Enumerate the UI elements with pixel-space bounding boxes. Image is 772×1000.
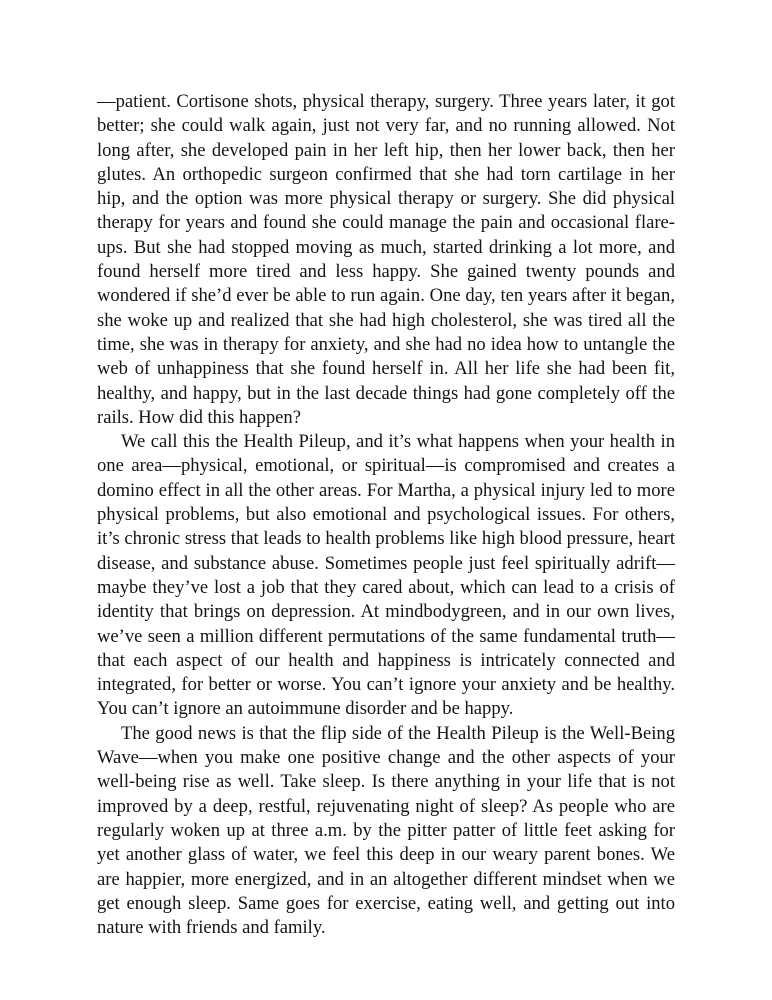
book-page-body (97, 90, 675, 940)
paragraph-well-being-wave: The good news is that the flip side of the Health Pileup is the Well-Being Wave—when you make one positive change and the other aspects of your well-being rise as well. Take sleep. Is there anything in your life that is not improved by a deep, restful, rejuvenating night of sleep? As people who are regularly woken up at three a.m. by the pitter patter of little feet asking for yet another glass of water, we feel this deep in our weary parent bones. We are happier, more energized, and in an altogether different mindset when we get enough sleep. Same goes for exercise, eating well, and getting out into nature with friends and family. (97, 722, 675, 939)
paragraph-health-pileup: We call this the Health Pileup, and it’s what happens when your health in one area—physical, emotional, or spiritual—is compromised and creates a domino effect in all the other areas. For Martha, a physical injury led to more physical problems, but also emotional and psychological issues. For others, it’s chronic stress that leads to health problems like high blood pressure, heart disease, and substance abuse. Sometimes people just feel spiritually adrift—maybe they’ve lost a job that they cared about, which can lead to a crisis of identity that brings on depression. At mindbodygreen, and in our own lives, we’ve seen a million different permutations of the same fundamental truth—that each aspect of our health and happiness is intricately connected and integrated, for better or worse. You can’t ignore your anxiety and be healthy. You can’t ignore an autoimmune disorder and be happy. (97, 431, 675, 720)
paragraph-continuation: —patient. Cortisone shots, physical therapy, surgery. Three years later, it got better; she could walk again, just not very far, and no running allowed. Not long after, she developed pain in her left hip, then her lower back, then her glutes. An orthopedic surgeon confirmed that she had torn cartilage in her hip, and the option was more physical therapy or surgery. She did physical therapy for years and found she could manage the pain and occasional flare-ups. But she had stopped moving as much, started drinking a lot more, and found herself more tired and less happy. She gained twenty pounds and wondered if she’d ever be able to run again. One day, ten years after it began, she woke up and realized that she had high cholesterol, she was tired all the time, she was in therapy for anxiety, and she had no idea how to untangle the web of unhappiness that she found herself in. All her life she had been fit, healthy, and happy, but in the last decade things had gone completely off the rails. How did this happen? (97, 91, 675, 428)
